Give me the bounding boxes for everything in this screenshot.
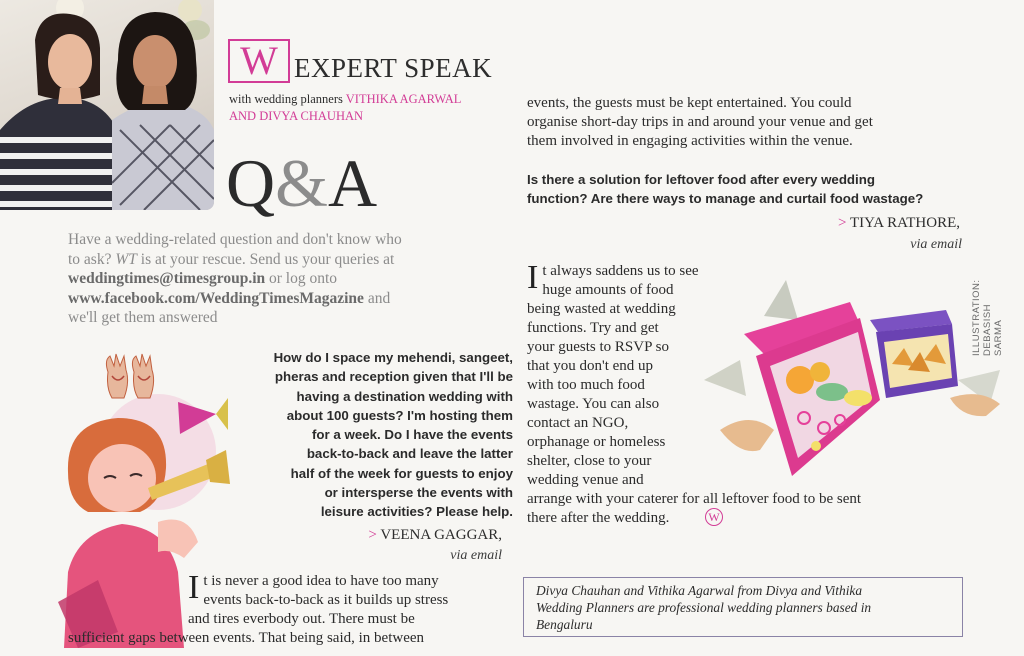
answer-2-line: t always saddens us to see: [542, 263, 699, 279]
asker-1-source: via email: [450, 548, 502, 563]
answer-1-line: events back-to-back as it builds up stress: [203, 592, 449, 608]
answer-2-line: wastage. You can also: [527, 396, 660, 412]
qa-q: Q: [226, 145, 276, 221]
bio-line: Bengaluru: [536, 617, 593, 632]
byline-names-cont: AND DIVYA CHAUHAN: [229, 109, 364, 123]
dropcap: I: [527, 259, 539, 296]
answer-1-cont-line: events, the guests must be kept entertained. You could: [527, 95, 852, 111]
question-1-line: about 100 guests? I'm hosting them: [286, 407, 513, 423]
planners-bio-box: [523, 577, 963, 637]
answer-1-line: t is never a good idea to have too many: [203, 573, 439, 589]
qa-a: A: [328, 145, 378, 221]
asker-name: VEENA GAGGAR,: [380, 527, 502, 543]
question-1-line: for a week. Do I have the events: [311, 427, 513, 443]
facebook-link[interactable]: www.facebook.com/WeddingTimesMagazine: [68, 289, 364, 307]
asker-marker: >: [838, 215, 847, 231]
question-1-line: having a destination wedding with: [296, 388, 513, 404]
intro-line: or log onto: [265, 270, 338, 287]
email-link[interactable]: weddingtimes@timesgroup.in: [68, 270, 266, 287]
logo-letter: W: [240, 38, 278, 83]
answer-2-line: that you don't end up: [527, 358, 654, 374]
answer-1: [188, 569, 508, 629]
answer-2-line: with too much food: [527, 377, 645, 393]
bio-line: Divya Chauhan and Vithika Agarwal from Divya and Vithika: [536, 583, 863, 598]
question-2: [527, 170, 967, 209]
answer-1-cont-line: organise short-day trips in and around your venue and get: [527, 114, 873, 130]
answer-1-line: and tires everbody out. There must be: [188, 611, 415, 627]
asker-1: [300, 527, 502, 544]
answer-2-line: there after the wedding.: [527, 510, 670, 526]
answer-1-cont-line: them involved in engaging activities within the venue.: [527, 133, 853, 149]
question-1-line: or intersperse the events with: [324, 485, 513, 501]
intro-line: Have a wedding-related question and don't know who: [68, 231, 402, 248]
question-2-line: function? Are there ways to manage and curtail food wastage?: [527, 191, 924, 207]
question-1-line: pheras and reception given that I'll be: [274, 369, 513, 385]
section-title: EXPERT SPEAK: [294, 53, 493, 83]
asker-name: TIYA RATHORE,: [849, 215, 960, 231]
intro-line: and: [363, 289, 391, 307]
question-1-line: half of the week for guests to enjoy: [290, 465, 513, 481]
end-mark-icon: W: [705, 508, 723, 526]
qa-amp: &: [275, 145, 329, 221]
answer-2-line: arrange with your caterer for all leftover food to be sent: [527, 491, 862, 507]
answer-2-line: being wasted at wedding: [527, 301, 676, 317]
intro-wt: WT: [115, 250, 137, 268]
answer-2-line: functions. Try and get: [527, 320, 659, 336]
question-1-line: How do I space my mehendi, sangeet,: [273, 350, 513, 365]
answer-1-continued: [527, 94, 957, 151]
byline-prefix: with wedding planners: [229, 92, 346, 106]
dropcap: I: [188, 569, 200, 606]
intro-line: is at your rescue. Send us your queries at: [136, 250, 395, 268]
intro-paragraph: [68, 230, 508, 328]
asker-2-source: via email: [910, 237, 962, 252]
question-1-line: back-to-back and leave the latter: [306, 446, 513, 462]
question-2-line: Is there a solution for leftover food after every wedding: [527, 172, 875, 187]
asker-2: [780, 215, 960, 232]
answer-2-line: orphanage or homeless: [527, 434, 666, 450]
intro-line: we'll get them answered: [68, 309, 218, 326]
answer-2-line: your guests to RSVP so: [527, 339, 669, 355]
food-boxes-illustration: [700, 280, 1010, 480]
byline-names: VITHIKA AGARWAL: [345, 92, 462, 106]
answer-2-line: shelter, close to your: [527, 453, 652, 469]
question-1: [223, 348, 513, 522]
qa-heading: [226, 145, 378, 221]
intro-line: to ask?: [68, 250, 116, 268]
answer-2-line: wedding venue and: [527, 472, 644, 488]
asker-marker: >: [368, 527, 377, 543]
byline: [229, 91, 529, 125]
answer-1-line: sufficient gaps between events. That being said, in between: [68, 630, 425, 646]
question-1-line: leisure activities? Please help.: [320, 504, 513, 520]
answer-2-line: contact an NGO,: [527, 415, 629, 431]
planners-photo-illustration: [0, 0, 214, 210]
bio-line: Wedding Planners are professional wedding planners based in: [536, 600, 872, 615]
illustration-credit: ILLUSTRATION: DEBASISH SARMA: [971, 279, 1004, 356]
expert-speak-logo: [228, 39, 290, 83]
planners-photo: [0, 0, 214, 210]
answer-2-line: huge amounts of food: [542, 282, 674, 298]
